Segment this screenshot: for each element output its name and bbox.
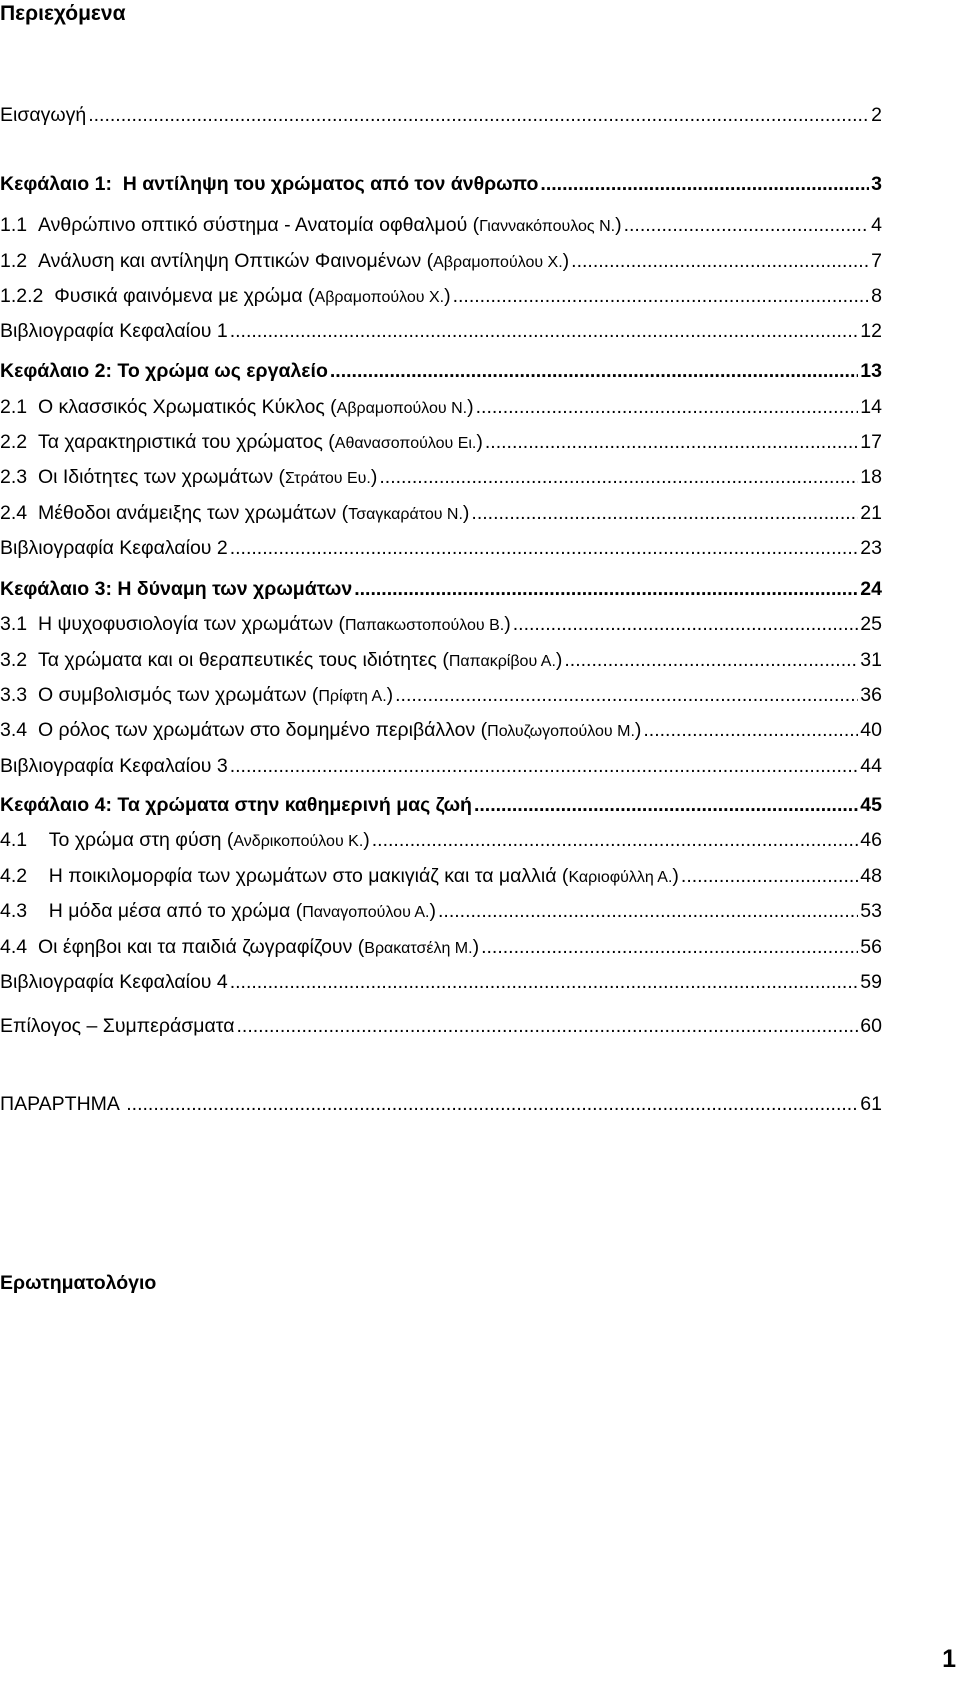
toc-entry-number: 3.1 — [0, 613, 38, 635]
toc-entry-page: 21 — [860, 502, 882, 524]
toc-entry-page: 17 — [860, 431, 882, 453]
toc-entry-title: Οι έφηβοι και τα παιδιά ζωγραφίζουν ( — [37, 936, 365, 958]
toc-entry-close-paren: ) — [386, 684, 394, 706]
toc-entry[interactable] — [0, 246, 882, 276]
toc-entry-page: 45 — [860, 794, 882, 816]
toc-entry-close-paren: ) — [504, 613, 511, 635]
dot-leader — [481, 932, 858, 962]
toc-entry[interactable] — [0, 645, 882, 675]
toc-entry-title: Τα χαρακτηριστικά του χρώματος ( — [37, 431, 335, 453]
toc-entry-author: Βρακατσέλη Μ. — [364, 940, 473, 957]
toc-entry-title: Ο κλασσικός Χρωματικός Κύκλος ( — [37, 396, 337, 418]
toc-entry-number: 3.3 — [0, 684, 38, 706]
toc-entry-author: Ανδρικοπούλου Κ. — [233, 833, 364, 850]
toc-entry[interactable] — [0, 715, 882, 745]
toc-entry-author: Αθανασοπούλου Ει. — [334, 435, 477, 452]
toc-entry-page: 3 — [871, 173, 882, 195]
toc-entry-close-paren: ) — [467, 396, 474, 418]
toc-entry-title: Βιβλιογραφία Κεφαλαίου 2 — [0, 537, 228, 559]
toc-entry-title: Η μόδα μέσα από το χρώμα ( — [48, 900, 303, 922]
toc-entry[interactable] — [0, 100, 882, 130]
toc-entry-page: 2 — [871, 104, 882, 126]
toc-entry[interactable] — [0, 427, 882, 457]
toc-entry-title: Κεφάλαιο 3: Η δύναμη των χρωμάτων — [0, 578, 353, 600]
toc-entry-title: Το χρώμα στη φύση ( — [48, 829, 234, 851]
dot-leader — [476, 392, 859, 422]
toc-entry-title: Ο ρόλος των χρωμάτων στο δομημένο περιβάλλον ( — [37, 719, 488, 741]
toc-entry-author: Πολυζωγοπούλου Μ. — [487, 723, 635, 740]
toc-entry-author: Καριοφύλλη Α. — [568, 869, 673, 886]
toc-entry-page: 48 — [860, 865, 882, 887]
toc-entry[interactable] — [0, 498, 882, 528]
toc-entry-close-paren: ) — [672, 865, 679, 887]
toc-entry-author: Τσαγκαράτου Ν. — [348, 506, 463, 523]
toc-entry-close-paren: ) — [444, 285, 451, 307]
toc-entry-author: Παναγοπούλου Α. — [302, 904, 430, 921]
toc-entry-title: Η ποικιλομορφία των χρωμάτων στο μακιγιάζ και τα μαλλιά ( — [48, 865, 569, 887]
toc-entry-close-paren: ) — [562, 250, 570, 272]
toc-entry[interactable] — [0, 751, 882, 781]
toc-entry[interactable] — [0, 896, 882, 926]
dot-leader — [330, 356, 858, 386]
toc-entry-page: 59 — [860, 971, 882, 993]
dot-leader — [354, 574, 858, 604]
toc-entry-title: Κεφάλαιο 1: Η αντίληψη του χρώματος από τον άνθρωπο — [0, 173, 539, 195]
toc-entry[interactable] — [0, 574, 882, 604]
toc-entry[interactable] — [0, 392, 882, 422]
toc-entry[interactable] — [0, 462, 882, 492]
toc-entry[interactable] — [0, 790, 882, 820]
dot-leader — [564, 645, 858, 675]
toc-entry-author: Παπακρίβου Α. — [448, 653, 556, 670]
toc-entry-author: Γιαννακόπουλος Ν. — [479, 218, 616, 235]
toc-entry[interactable] — [0, 609, 882, 639]
toc-entry[interactable] — [0, 932, 882, 962]
toc-entry-title: Κεφάλαιο 4: Τα χρώματα στην καθημερινή μας ζωή — [0, 794, 472, 816]
toc-entry-author: Αβραμοπούλου Ν. — [336, 400, 468, 417]
dot-leader — [438, 896, 858, 926]
toc-entry-close-paren: ) — [476, 431, 483, 453]
toc-entry[interactable] — [0, 281, 882, 311]
dot-leader — [230, 967, 859, 997]
dot-leader — [643, 715, 858, 745]
toc-entry-number: 2.4 — [0, 502, 38, 524]
toc-entry-author: Παπακωστοπούλου Β. — [345, 617, 505, 634]
toc-entry-title: Φυσικά φαινόμενα με χρώμα ( — [54, 285, 315, 307]
toc-entry-number: 4.3 — [0, 900, 49, 922]
toc-entry[interactable] — [0, 1011, 882, 1041]
dot-leader — [372, 825, 859, 855]
toc-entry-title: Η ψυχοφυσιολογία των χρωμάτων ( — [37, 613, 345, 635]
toc-entry-close-paren: ) — [472, 936, 480, 958]
dot-leader — [513, 609, 859, 639]
toc-entry[interactable] — [0, 1089, 882, 1119]
toc-entry-page: 56 — [860, 936, 882, 958]
toc-entry-title: Ο συμβολισμός των χρωμάτων ( — [37, 684, 319, 706]
toc-entry-author: Στράτου Ευ. — [285, 470, 371, 487]
toc-entry-page: 13 — [860, 360, 882, 382]
toc-entry[interactable] — [0, 316, 882, 346]
dot-leader — [395, 680, 858, 710]
toc-entry[interactable] — [0, 210, 882, 240]
toc-entry-page: 14 — [860, 396, 882, 418]
toc-entry-page: 8 — [871, 285, 882, 307]
toc-entry-close-paren: ) — [615, 214, 622, 236]
toc-entry-title: Κεφάλαιο 2: Το χρώμα ως εργαλείο — [0, 360, 328, 382]
toc-entry[interactable] — [0, 356, 882, 386]
toc-entry-page: 4 — [871, 214, 882, 236]
toc-entry[interactable] — [0, 680, 882, 710]
dot-leader — [474, 790, 858, 820]
toc-entry-close-paren: ) — [429, 900, 436, 922]
toc-entry-page: 61 — [860, 1093, 882, 1115]
toc-entry-number: 4.4 — [0, 936, 38, 958]
toc-entry-title: ΠΑΡΑΡΤΗΜΑ — [0, 1093, 125, 1115]
dot-leader — [230, 533, 859, 563]
toc-entry-title: Βιβλιογραφία Κεφαλαίου 1 — [0, 320, 228, 342]
toc-entry-title: Ανάλυση και αντίληψη Οπτικών Φαινομένων ( — [37, 250, 434, 272]
toc-entry-author: Πρίφτη Α. — [318, 688, 387, 705]
toc-entry-number: 3.2 — [0, 649, 38, 671]
toc-entry-title: Τα χρώματα και οι θεραπευτικές τους ιδιότητες ( — [37, 649, 449, 671]
toc-entry-page: 44 — [860, 755, 882, 777]
toc-entry-page: 60 — [860, 1015, 882, 1037]
toc-entry[interactable] — [0, 967, 882, 997]
toc-entry-author: Αβραμοπούλου Χ. — [314, 289, 445, 306]
toc-entry-title: Ανθρώπινο οπτικό σύστημα - Ανατομία οφθαλμού ( — [37, 214, 480, 236]
toc-entry-number: 4.2 — [0, 865, 49, 887]
toc-entry-number: 2.2 — [0, 431, 38, 453]
dot-leader — [126, 1089, 858, 1119]
toc-entry-page: 40 — [860, 719, 882, 741]
toc-entry-page: 36 — [860, 684, 882, 706]
toc-entry[interactable] — [0, 825, 882, 855]
toc-entry-page: 24 — [860, 578, 882, 600]
dot-leader — [681, 861, 858, 891]
dot-leader — [88, 100, 869, 130]
toc-entry-number: 1.2.2 — [0, 285, 55, 307]
toc-entry-page: 46 — [860, 829, 882, 851]
toc-entry-title: Μέθοδοι ανάμειξης των χρωμάτων ( — [37, 502, 349, 524]
dot-leader — [471, 498, 858, 528]
toc-entry-page: 23 — [860, 537, 882, 559]
toc-entry-close-paren: ) — [634, 719, 642, 741]
dot-leader — [453, 281, 870, 311]
dot-leader — [540, 169, 869, 199]
toc-entry-number: 1.2 — [0, 250, 38, 272]
dot-leader — [379, 462, 858, 492]
toc-entry-page: 7 — [871, 250, 882, 272]
dot-leader — [485, 427, 858, 457]
toc-entry-title: Βιβλιογραφία Κεφαλαίου 3 — [0, 755, 228, 777]
dot-leader — [236, 1011, 858, 1041]
toc-entry-number: 4.1 — [0, 829, 49, 851]
appendix-subtitle-label: Ερωτηματολόγιο — [0, 1272, 157, 1294]
toc-entry-page: 25 — [860, 613, 882, 635]
toc-entry-number: 3.4 — [0, 719, 38, 741]
toc-entry-page: 12 — [860, 320, 882, 342]
appendix-subtitle — [0, 1268, 882, 1298]
dot-leader — [230, 316, 859, 346]
toc-entry-page: 18 — [860, 466, 882, 488]
toc-entry-title: Βιβλιογραφία Κεφαλαίου 4 — [0, 971, 228, 993]
toc-entry[interactable] — [0, 533, 882, 563]
toc-entry-number: 2.1 — [0, 396, 38, 418]
toc-entry-number: 1.1 — [0, 214, 38, 236]
toc-entry-title: Οι Ιδιότητες των χρωμάτων ( — [37, 466, 285, 488]
toc-entry-close-paren: ) — [370, 466, 378, 488]
dot-leader — [571, 246, 869, 276]
toc-entry-close-paren: ) — [363, 829, 370, 851]
page-title: Περιεχόμενα — [0, 2, 126, 25]
toc-entry-close-paren: ) — [555, 649, 563, 671]
toc-entry-page: 53 — [860, 900, 882, 922]
dot-leader — [230, 751, 859, 781]
dot-leader — [624, 210, 870, 240]
toc-entry[interactable] — [0, 861, 882, 891]
toc-entry-number: 2.3 — [0, 466, 38, 488]
page-number: 1 — [942, 1645, 956, 1673]
toc-entry-author: Αβραμοπούλου Χ. — [433, 254, 563, 271]
toc-entry-title: Επίλογος – Συμπεράσματα — [0, 1015, 235, 1037]
toc-entry-page: 31 — [860, 649, 882, 671]
toc-entry-close-paren: ) — [462, 502, 470, 524]
toc-entry-title: Εισαγωγή — [0, 104, 87, 126]
toc-entry[interactable] — [0, 169, 882, 199]
